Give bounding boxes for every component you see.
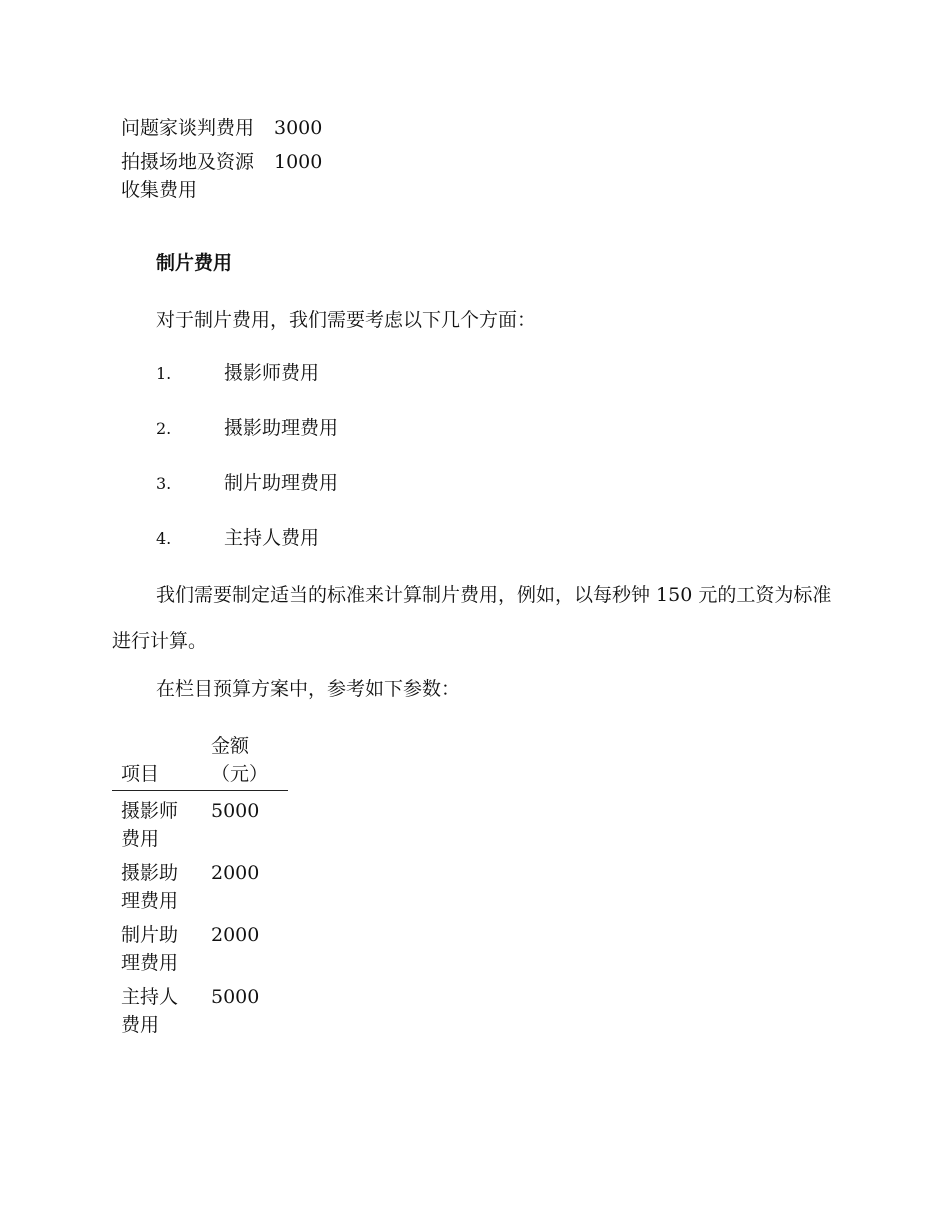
intro-paragraph: 对于制片费用，我们需要考虑以下几个方面： <box>156 309 537 331</box>
column-header-amount: 金额（元） <box>211 735 269 785</box>
table-row <box>112 915 288 977</box>
list-item <box>156 413 338 444</box>
list-number: 1. <box>156 364 172 383</box>
cost-item-name: 摄影师费用 <box>121 800 179 850</box>
production-cost-table <box>112 732 288 1039</box>
list-number: 4. <box>156 529 172 548</box>
table-row <box>112 142 354 204</box>
cost-item-name: 主持人费用 <box>121 986 179 1036</box>
list-item <box>156 358 319 389</box>
table-row <box>112 791 288 854</box>
list-item <box>156 523 319 554</box>
cost-item-amount: 5000 <box>211 986 260 1008</box>
column-header-item: 项目 <box>112 732 202 791</box>
cost-item-amount: 2000 <box>211 862 260 884</box>
cost-item-name: 制片助理费用 <box>121 924 179 974</box>
list-text: 摄影助理费用 <box>224 417 339 439</box>
cost-item-name: 问题家谈判费用 <box>121 117 255 139</box>
previous-cost-table <box>112 114 354 204</box>
list-number: 2. <box>156 419 172 438</box>
cost-item-name: 拍摄场地及资源收集费用 <box>121 151 255 201</box>
list-item <box>156 468 338 499</box>
table-row <box>112 853 288 915</box>
list-text: 制片助理费用 <box>224 472 339 494</box>
table-row <box>112 114 354 142</box>
standard-paragraph: 我们需要制定适当的标准来计算制片费用，例如，以每秒钟 150 元的工资为标准进行计算。 <box>112 584 832 652</box>
list-text: 主持人费用 <box>224 527 320 549</box>
budget-intro-paragraph: 在栏目预算方案中，参考如下参数： <box>156 678 461 700</box>
cost-item-name: 摄影助理费用 <box>121 862 179 912</box>
cost-item-amount: 5000 <box>211 800 260 822</box>
cost-item-amount: 2000 <box>211 924 260 946</box>
section-heading: 制片费用 <box>156 252 233 274</box>
cost-item-amount: 3000 <box>274 117 323 139</box>
list-text: 摄影师费用 <box>224 362 320 384</box>
table-row <box>112 977 288 1039</box>
cost-item-amount: 1000 <box>274 151 323 173</box>
list-number: 3. <box>156 474 172 493</box>
table-header-row <box>112 732 288 791</box>
